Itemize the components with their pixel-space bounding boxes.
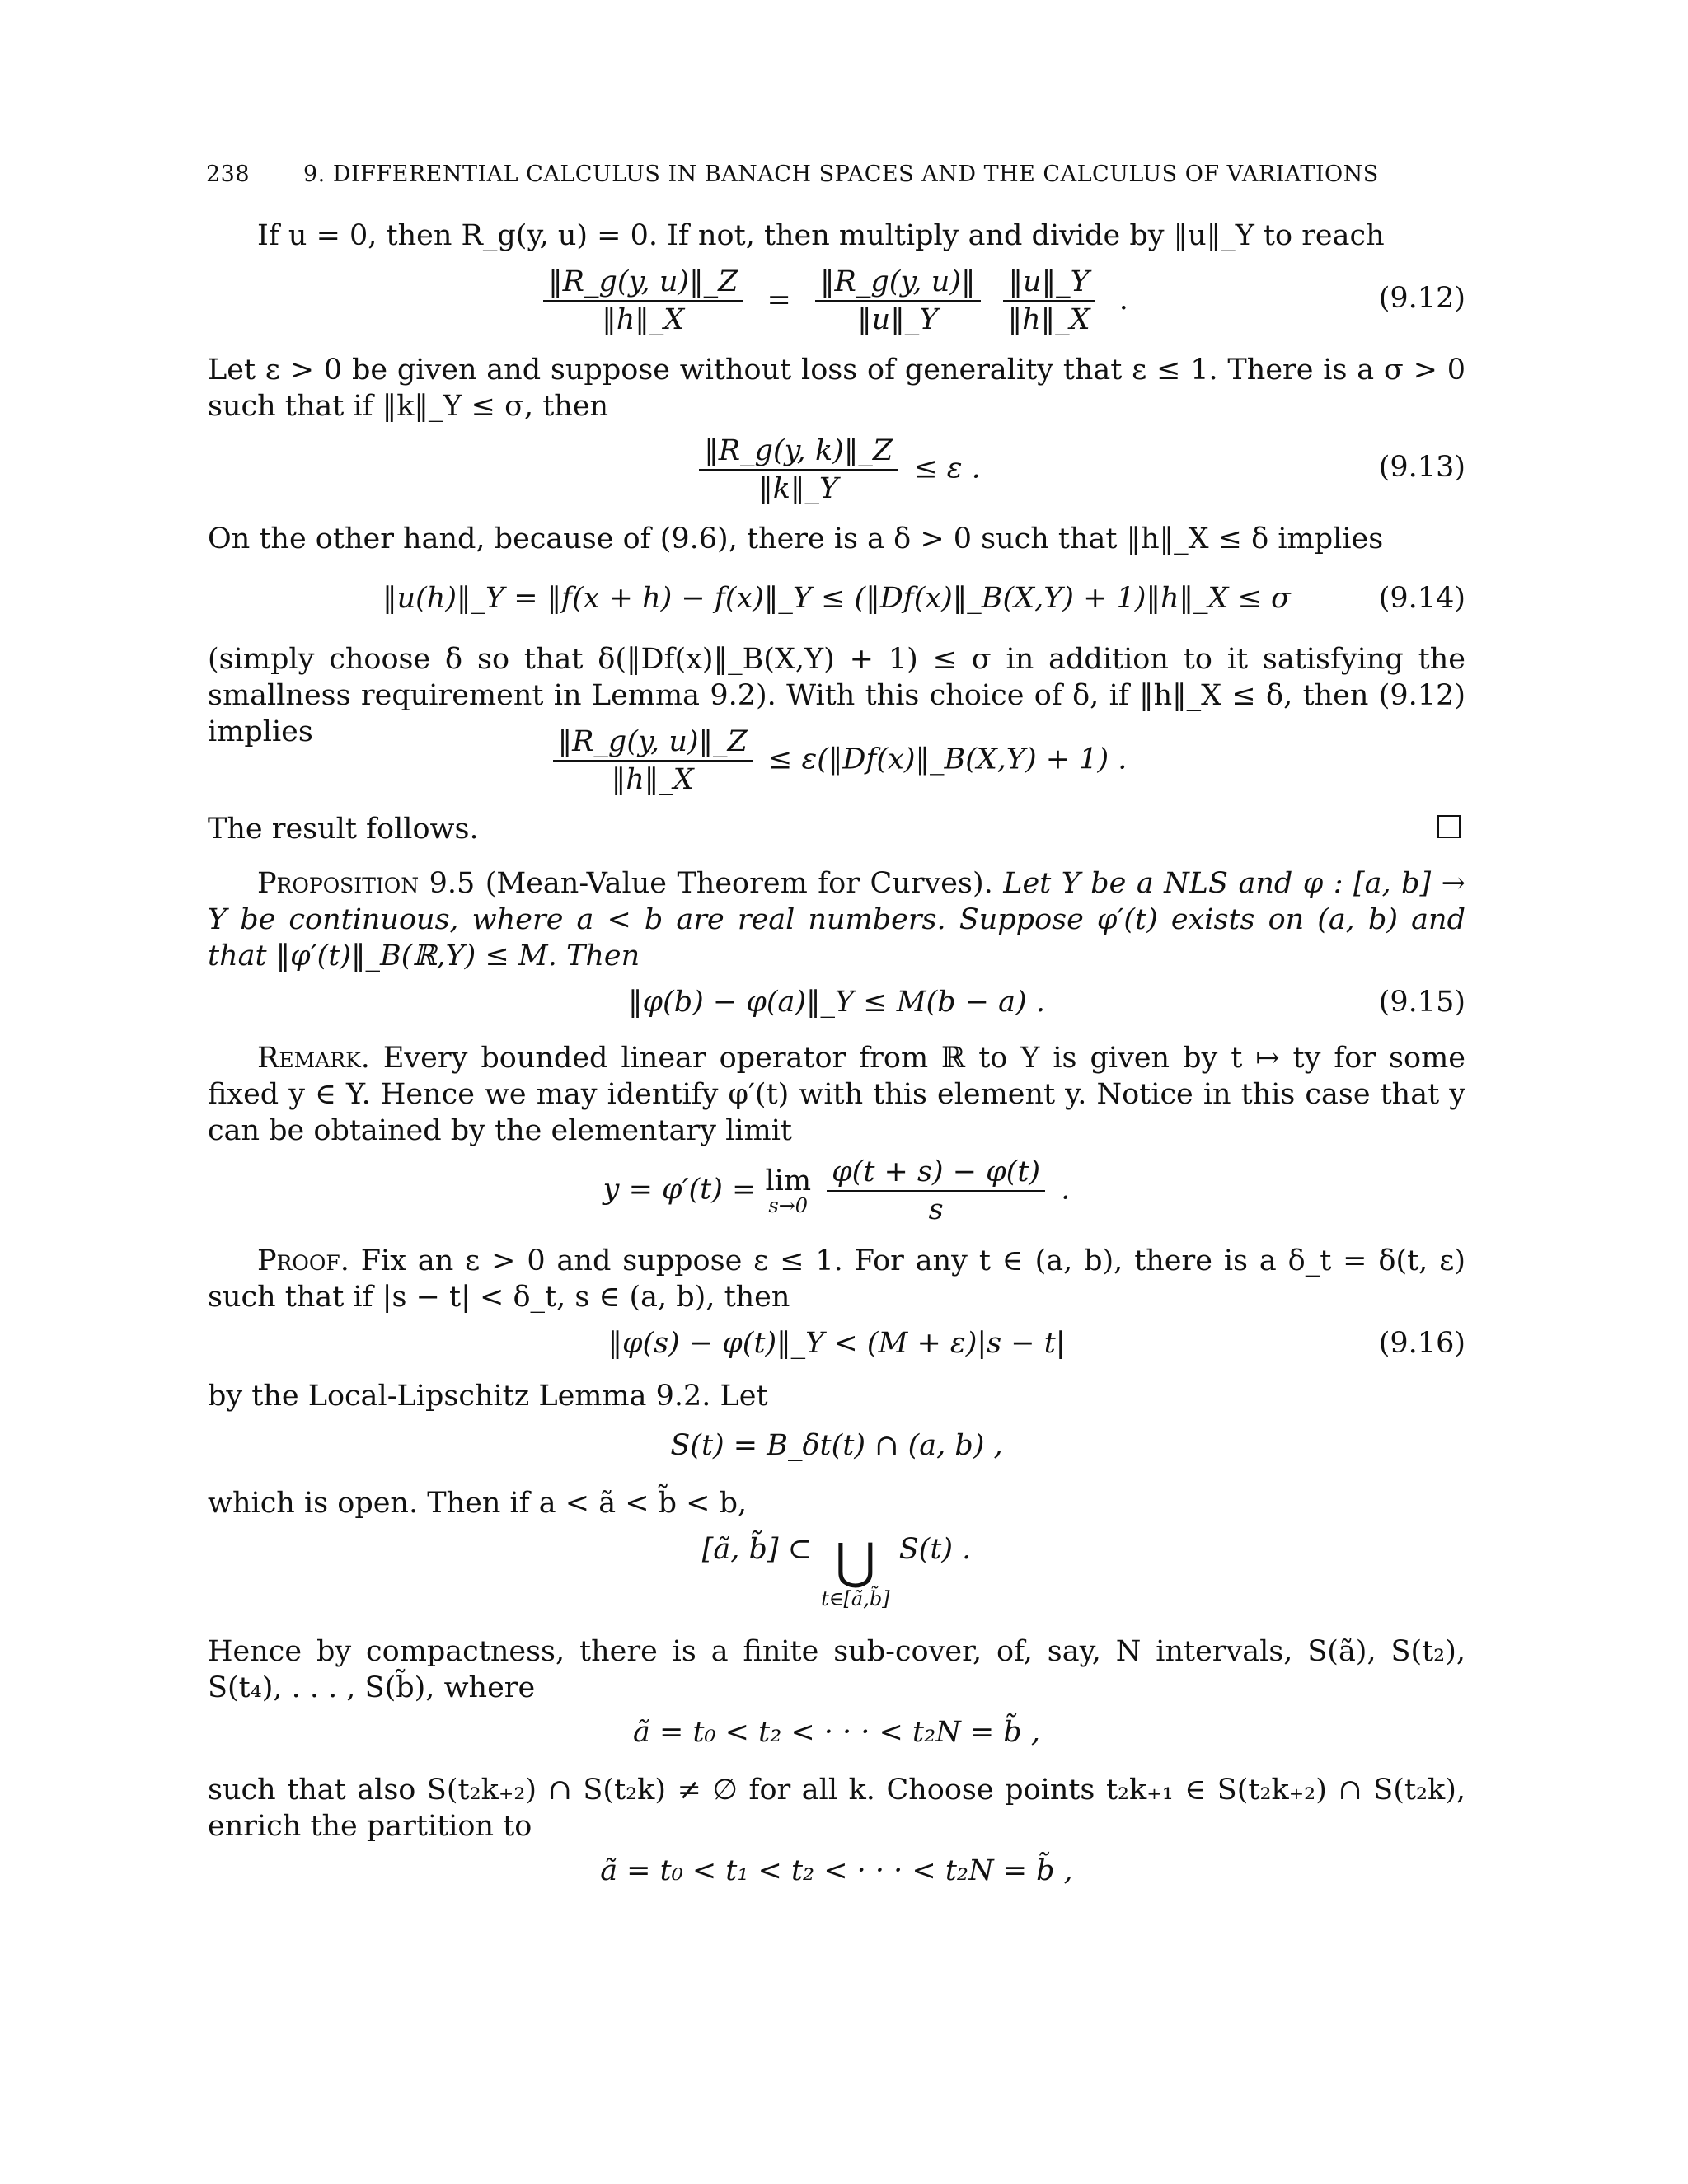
remark-body: Every bounded linear operator from ℝ to Y is given by t ↦ ty for some fixed y ∈ Y. Hence we may identify φ′(t) with this element y. Notice in this case that y can be obtained by the elementary limit — [208, 1042, 1465, 1147]
eq-9-12-mid-num: ‖R_g(y, u)‖ — [815, 265, 980, 302]
eq-u6-body: ã = t₀ < t₁ < t₂ < · · · < t₂N = b̃ , — [600, 1854, 1073, 1887]
eq-u4-cup-sub: t∈[ã,b̃] — [821, 1587, 890, 1610]
proof-body: Fix an ε > 0 and suppose ε ≤ 1. For any t ∈ (a, b), there is a δ_t = δ(t, ε) such that if |s − t| < δ_t, s ∈ (a, b), then — [208, 1244, 1465, 1314]
proposition-name: (Mean-Value Theorem for Curves). — [485, 867, 993, 900]
eq-9-13-rhs: ≤ ε . — [913, 452, 981, 485]
eq-u2-num: φ(t + s) − φ(t) — [827, 1155, 1045, 1192]
eq-u1-den: ‖h‖_X — [611, 763, 694, 796]
paragraph-4: (simply choose δ so that δ(‖Df(x)‖_B(X,Y) + 1) ≤ σ in addition to it satisfying the smallness requirement in Lemma 9.2). With this choice of δ, if ‖h‖_X ≤ δ, then (9.12) implies — [208, 643, 1465, 748]
remark — [208, 1040, 1465, 1149]
eq-9-13-num: ‖R_g(y, k)‖_Z — [699, 434, 898, 471]
equation-number-9-13: (9.13) — [1378, 451, 1465, 484]
equation-9-14 — [208, 582, 1465, 648]
paragraph-7: which is open. Then if a < ã < b̃ < b, — [208, 1487, 748, 1520]
eq-u2-tail: . — [1061, 1173, 1071, 1207]
eq-u3-body: S(t) = B_δt(t) ∩ (a, b) , — [670, 1429, 1003, 1462]
equation-number-9-15: (9.15) — [1378, 986, 1465, 1019]
eq-u2-den: s — [928, 1193, 944, 1226]
eq-u4-rhs: S(t) . — [898, 1533, 972, 1566]
equation-unnumbered-4 — [208, 1533, 1465, 1610]
eq-u2-lim: lim — [765, 1165, 812, 1197]
qed-square-icon — [1437, 815, 1461, 838]
eq-u5-body: ã = t₀ < t₂ < · · · < t₂N = b̃ , — [633, 1716, 1040, 1749]
proof-label: Proof. — [257, 1244, 349, 1277]
paragraph-8: Hence by compactness, there is a finite sub-cover, of, say, N intervals, S(ã), S(t₂), S(t₄), . . . , S(b̃), where — [208, 1635, 1465, 1704]
equation-unnumbered-2 — [208, 1155, 1465, 1226]
eq-9-12-mid-den: ‖u‖_Y — [857, 303, 939, 336]
eq-9-14-body: ‖u(h)‖_Y = ‖f(x + h) − f(x)‖_Y ≤ (‖Df(x)‖_B(X,Y) + 1)‖h‖_X ≤ σ — [382, 582, 1291, 615]
eq-u1-rhs: ≤ ε(‖Df(x)‖_B(X,Y) + 1) . — [768, 743, 1128, 776]
page-number: 238 — [206, 162, 251, 187]
running-title: 9. DIFFERENTIAL CALCULUS IN BANACH SPACES AND THE CALCULUS OF VARIATIONS — [303, 162, 1379, 187]
proposition-label: Proposition 9.5 — [257, 867, 476, 900]
remark-label: Remark. — [257, 1042, 370, 1075]
proof — [208, 1243, 1465, 1315]
eq-u4-lhs: [ã, b̃] ⊂ — [701, 1533, 822, 1566]
eq-9-13-den: ‖k‖_Y — [758, 472, 839, 505]
equation-unnumbered-1 — [208, 725, 1465, 796]
equation-9-12: $\frac{‖R\_g(y, u)‖\_Z}{‖h‖\_X}$ = $\frac{‖R\_g(y, u)‖}{‖u‖\_Y}$ $\frac{‖u‖\_Y}{‖h‖\_X}$ . (9.12) — [208, 265, 1465, 331]
paragraph-5: The result follows. — [208, 813, 479, 846]
eq-9-12-lhs-den: ‖h‖_X — [602, 303, 685, 336]
eq-u4-cup: ⋃ — [835, 1533, 876, 1591]
paragraph-2: Let ε > 0 be given and suppose without loss of generality that ε ≤ 1. There is a σ > 0 such that if ‖k‖_Y ≤ σ, then — [208, 354, 1465, 423]
proposition-body: Let Y be a NLS and φ : [a, b] → Y be continuous, where a < b are real numbers. Suppose φ′(t) exists on (a, b) and that ‖φ′(t)‖_B(ℝ,Y) ≤ M. Then — [208, 867, 1465, 972]
eq-9-15-body: ‖φ(b) − φ(a)‖_Y ≤ M(b − a) . — [628, 986, 1045, 1019]
eq-9-12-rhs-den: ‖h‖_X — [1007, 303, 1090, 336]
eq-9-12-lhs-num: ‖R_g(y, u)‖_Z — [543, 265, 743, 302]
paragraph-1: If u = 0, then R_g(y, u) = 0. If not, then multiply and divide by ‖u‖_Y to reach — [257, 219, 1385, 252]
eq-9-16-body: ‖φ(s) − φ(t)‖_Y < (M + ε)|s − t| — [607, 1327, 1066, 1360]
paragraph-3: On the other hand, because of (9.6), there is a δ > 0 such that ‖h‖_X ≤ δ implies — [208, 523, 1384, 555]
eq-u2-lim-sub: s→0 — [768, 1194, 809, 1217]
eq-u2-lhs: y = φ′(t) = — [603, 1173, 766, 1207]
equation-9-13 — [208, 434, 1465, 505]
equation-number-9-14: (9.14) — [1378, 582, 1465, 615]
proposition-9-5 — [208, 865, 1465, 974]
paragraph-9: such that also S(t₂k₊₂) ∩ S(t₂k) ≠ ∅ for all k. Choose points t₂k₊₁ ∈ S(t₂k₊₂) ∩ S(t₂k), enrich the partition to — [208, 1774, 1465, 1843]
equation-number-9-16: (9.16) — [1378, 1327, 1465, 1360]
equation-number-9-12: (9.12) — [1378, 282, 1465, 315]
equation-unnumbered-6 — [208, 1854, 1465, 1920]
eq-u1-num: ‖R_g(y, u)‖_Z — [553, 725, 753, 762]
paragraph-6: by the Local-Lipschitz Lemma 9.2. Let — [208, 1380, 768, 1413]
eq-9-12-rhs-num: ‖u‖_Y — [1003, 265, 1095, 302]
